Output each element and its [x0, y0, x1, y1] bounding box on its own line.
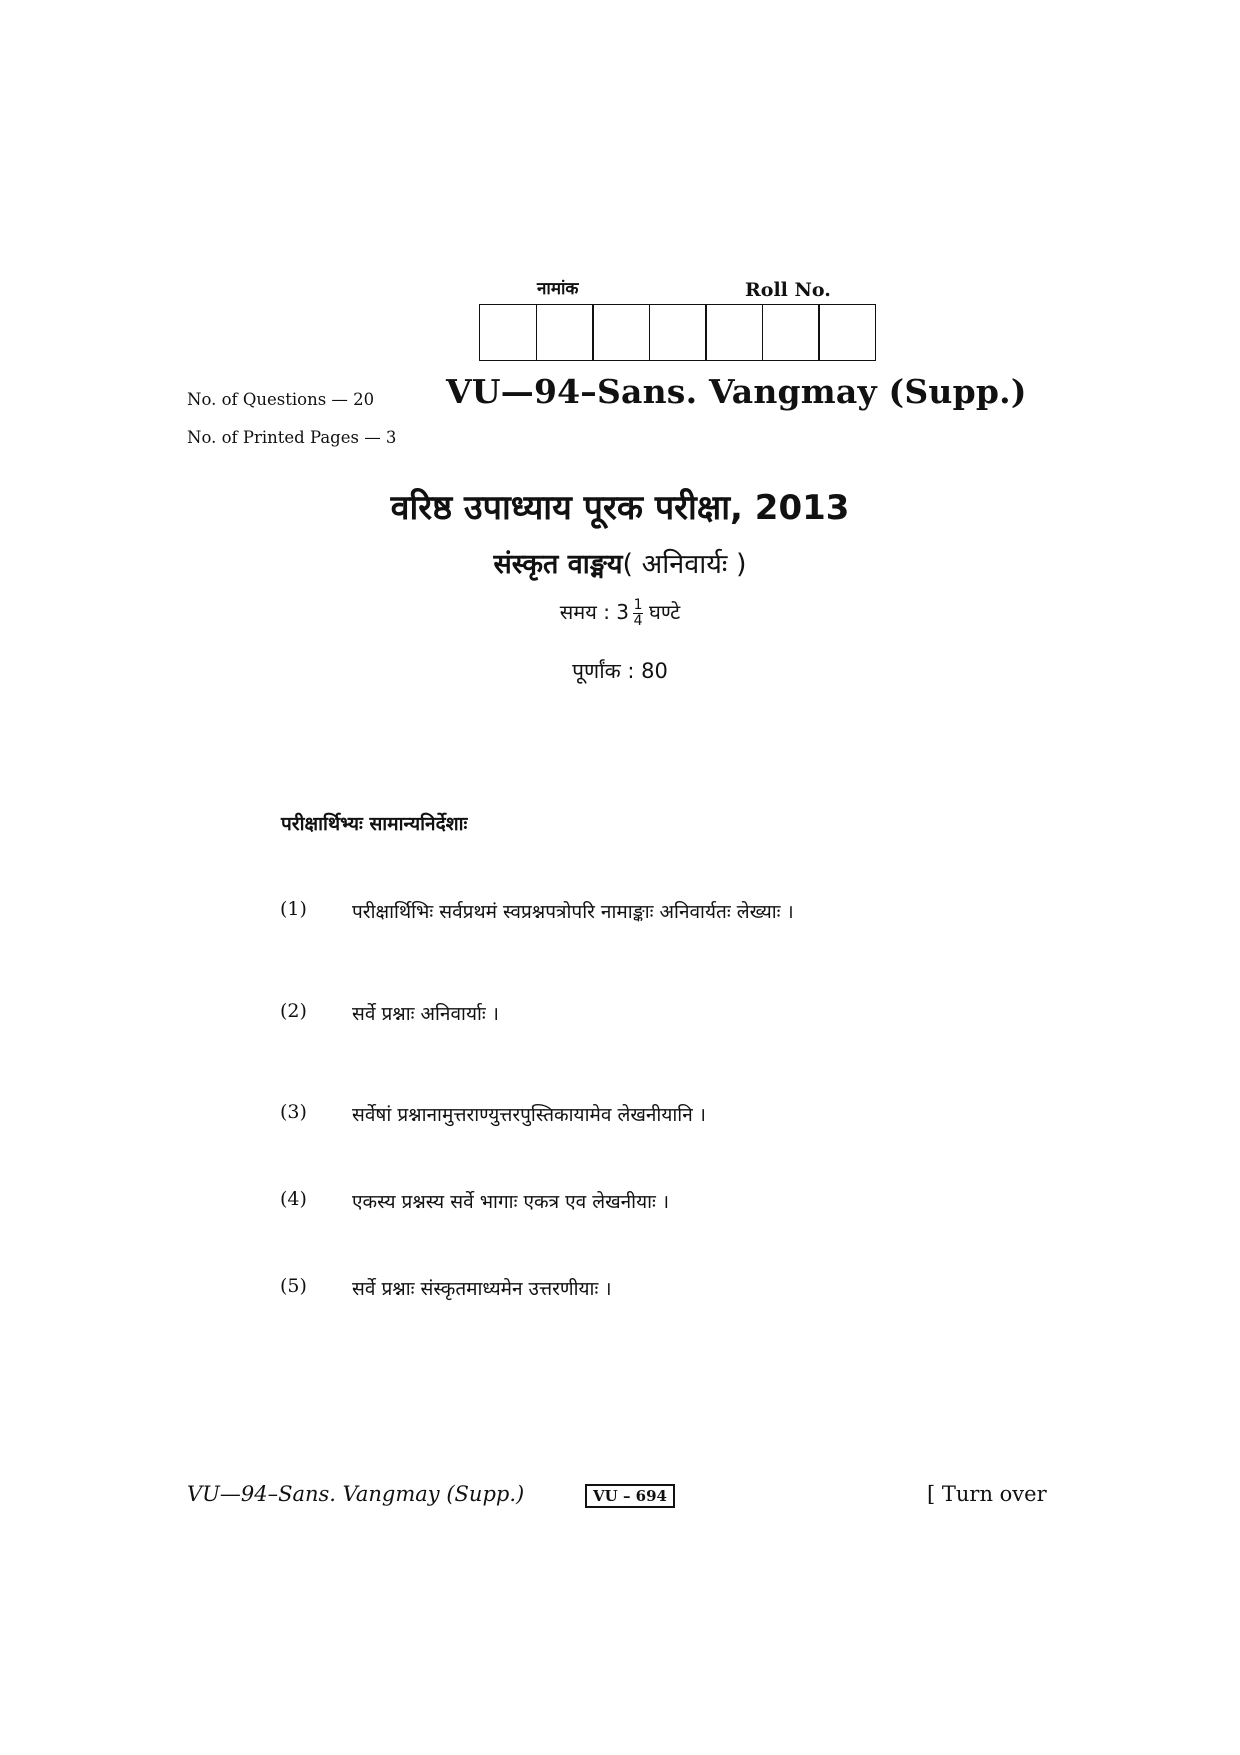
paper-code-header: VU—94–Sans. Vangmay (Supp.) [446, 372, 1027, 411]
instruction-text: सर्वे प्रश्नाः संस्कृतमाध्यमेन उत्तरणीयाः । [352, 1278, 612, 1300]
instruction-text: एकस्य प्रश्नस्य सर्वे भागाः एकत्र एव लेखनीयाः । [352, 1191, 670, 1213]
fraction-denominator: 4 [633, 613, 643, 629]
maximum-marks: पूर्णांक : 80 [572, 659, 668, 683]
subject-name: संस्कृत वाङ्मय [493, 549, 623, 580]
instruction-number: (4) [280, 1188, 307, 1210]
roll-number-box [762, 304, 820, 361]
subject-line [0, 544, 1240, 581]
roll-label-english: Roll No. [745, 279, 831, 301]
time-label: समय : 3 [559, 600, 630, 624]
subject-type: ( अनिवार्यः ) [622, 549, 747, 580]
instruction-text: सर्वे प्रश्नाः अनिवार्याः । [352, 1003, 499, 1025]
roll-number-box [818, 304, 876, 361]
roll-number-box [479, 304, 537, 361]
turn-over-note: [ Turn over [927, 1482, 1047, 1506]
instruction-text: परीक्षार्थिभिः सर्वप्रथमं स्वप्रश्नपत्रोपरि नामाङ्काः अनिवार्यतः लेख्याः । [352, 901, 794, 923]
instruction-number: (5) [280, 1275, 307, 1297]
time-unit: घण्टे [649, 600, 681, 624]
number-of-printed-pages: No. of Printed Pages — 3 [187, 428, 397, 447]
instruction-number: (3) [280, 1101, 307, 1123]
roll-number-box [649, 304, 707, 361]
time-fraction [633, 598, 643, 629]
instruction-number: (1) [280, 898, 307, 920]
roll-number-box [592, 304, 650, 361]
instructions-heading: परीक्षार्थिभ्यः सामान्यनिर्देशाः [281, 813, 468, 835]
exam-title: वरिष्ठ उपाध्याय पूरक परीक्षा, 2013 [390, 488, 850, 528]
roll-number-box [705, 304, 763, 361]
footer-paper-code: VU—94–Sans. Vangmay (Supp.) [187, 1482, 525, 1506]
number-of-questions: No. of Questions — 20 [187, 390, 375, 409]
footer-boxed-code: VU – 694 [585, 1484, 675, 1508]
roll-number-boxes [479, 304, 876, 361]
time-allowed [0, 598, 1240, 629]
roll-label-hindi: नामांक [537, 279, 579, 299]
roll-number-box [536, 304, 594, 361]
instruction-number: (2) [280, 1000, 307, 1022]
fraction-numerator: 1 [633, 597, 643, 613]
instruction-text: सर्वेषां प्रश्नानामुत्तराण्युत्तरपुस्तिकायामेव लेखनीयानि । [352, 1104, 707, 1126]
